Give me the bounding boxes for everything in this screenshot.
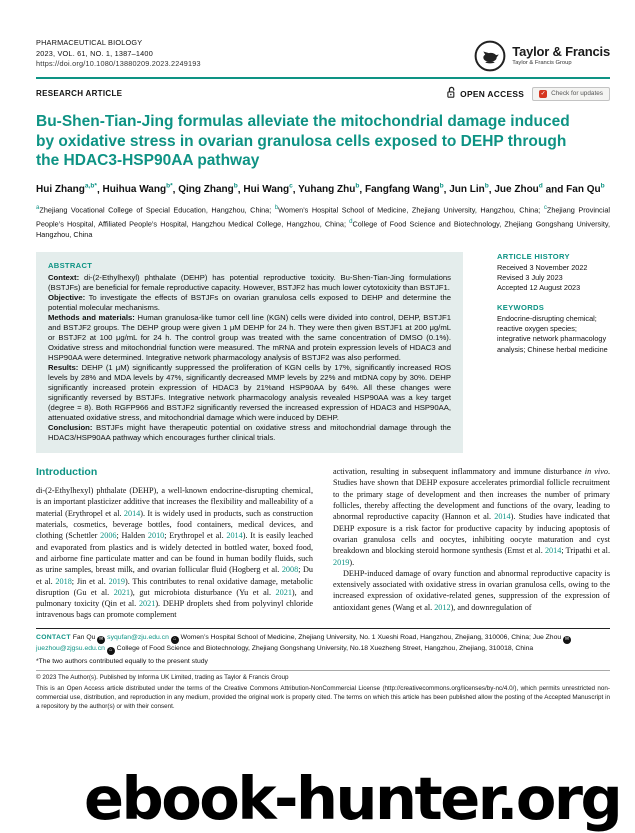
- taylor-francis-logo: [474, 40, 610, 72]
- journal-info: [36, 38, 201, 70]
- copyright-line: © 2023 The Author(s). Published by Informa UK Limited, trading as Taylor & Francis Group: [36, 673, 289, 681]
- author: Huihua Wang$^{b*}$: [102, 182, 173, 195]
- author: Qing Zhang$^b$: [178, 182, 238, 195]
- contact-block: [36, 633, 610, 655]
- article-title: Bu-Shen-Tian-Jing formulas alleviate the mitochondrial damage induced by oxidative stress in ovarian granulosa cells exposed to DEHP through the HDAC3-HSP90AA pathway: [36, 113, 570, 170]
- abstract-section: [36, 252, 463, 453]
- open-access-badge: [446, 86, 524, 101]
- article-history-heading: ARTICLE HISTORY: [497, 252, 570, 262]
- history-revised: Revised 3 July 2023: [497, 272, 563, 282]
- open-access-label: OPEN ACCESS: [460, 88, 525, 99]
- body-column-left: [36, 466, 313, 621]
- abstract-heading: ABSTRACT: [48, 261, 93, 271]
- article-type-label: RESEARCH ARTICLE: [36, 89, 123, 98]
- intro-paragraph-1: di-(2-Ethylhexyl) phthalate (DEHP), a well-known endocrine-disrupting chemical, is an important plasticizer additive that increases the flexibility and malleability of a material (Erythropel et al. 2014). It is widely used in products, such as construction materials, cosmetics, beverage bottles, food containers, medical devices, and clothing (Schettler 2006; Halden 2010; Erythropel et al. 2014). It is easily leached and evaporated from plastics and is widely detected in bottled water, boxed food, and airborne fine particulate matter and can be found in human bodily fluids, such as urine samples, breast milk, and ovarian follicular fluid (Hogberg et al. 2008; Du et al. 2018; Jin et al. 2019). This contributes to renal oxidative damage, metabolic disruption (Gu et al. 2021), gut microbiota disturbance (Yu et al. 2021), and pulmonary toxicity (Qin et al. 2021). DEHP droplets shed from polyvinyl chloride intravenous bags can promote complement: [36, 486, 314, 620]
- contact2-name: Jue Zhou: [532, 633, 562, 641]
- intro-paragraph-2: activation, resulting in subsequent inflammatory and immune disturbance in vivo. Studies have shown that DEHP exposure accelerates primordial follicle recruitment to the primary stage of development and then increases the number of primary follicles, thereby affecting the development and functions of the ovary, leading to abnormal reproductive capacity (Hannon et al. 2014). Studies have indicated that DEHP exposure is a risk factor for productive capacity by inducing apoptosis of ovarian granulosa cells and oocytes, inhibiting oocyte maturation and cyst breakdown and blocking steroid hormone synthesis (Ernst et al. 2014; Tripathi et al. 2019).: [333, 467, 611, 567]
- abstract-item-text: Human granulosa-like tumor cell line (KGN) cells were divided into control, DEHP, BSTJF1 and BSTJF2 groups. The DEHP group were given 1 μM DEHP for 24 h. They were then given BSTJF1 at 200 μg/mL or BSTJF2 at 100 μg/mL for 24 h. The control group was treated with the same concentration of DMSO (0.1%). Oxidative stress and mitochondrial function were measured. The mRNA and protein expression levels of HDAC3 and HSP90AA were determined. Integrative network pharmacology analysis of BSTJF2 was also performed.: [48, 313, 451, 363]
- history-accepted: Accepted 12 August 2023: [497, 283, 581, 293]
- abstract-item-label: Methods and materials:: [48, 313, 135, 323]
- taylor-francis-lamp-icon: [474, 40, 506, 72]
- author: Jue Zhou$^d$: [494, 182, 543, 195]
- body-columns: [36, 466, 610, 621]
- brand-name: Taylor & Francis: [512, 44, 610, 60]
- keywords-heading: KEYWORDS: [497, 303, 545, 313]
- author: Jun Lin$^b$: [449, 182, 489, 195]
- contact1-name: Fan Qu: [72, 633, 96, 641]
- journal-volume-line: 2023, VOL. 61, NO. 1, 1387–1400: [36, 48, 153, 58]
- abstract-conclusion: [48, 423, 451, 443]
- header-divider: [36, 77, 610, 79]
- contact1-address: Women’s Hospital School of Medicine, Zhejiang University, No. 1 Xueshi Road, Hangzhou, Zhejiang, 310006, China;: [180, 633, 531, 641]
- brand-group: Taylor & Francis Group: [512, 60, 572, 67]
- page-footer: [36, 628, 610, 712]
- journal-name: PHARMACEUTICAL BIOLOGY: [36, 38, 143, 47]
- check-for-updates-button[interactable]: [532, 87, 610, 101]
- contact2-email-link[interactable]: juezhou@zjgsu.edu.cn: [36, 644, 105, 652]
- author: Hui Zhang$^{a,b*}$: [36, 182, 97, 195]
- history-received: Received 3 November 2022: [497, 262, 588, 272]
- author: Fangfang Wang$^b$: [364, 182, 444, 195]
- address-icon: ⌂: [107, 647, 115, 655]
- check-for-updates-label: Check for updates: [551, 90, 603, 97]
- author-list: Hui Zhang$^{a,b*}$, Huihua Wang$^{b*}$, Qing Zhang$^b$, Hui Wang$^c$, Yuhang Zhu$^b$, Fangfang Wang$^b$, Jun Lin$^b$, Jue Zhou$^d$ and Fan Qu$^b$: [36, 182, 605, 195]
- abstract-item-label: Conclusion:: [48, 423, 93, 433]
- masthead: [36, 38, 610, 72]
- abstract-row: [36, 252, 610, 453]
- contact2-address: College of Food Science and Biotechnology, Zhejiang Gongshang University, No.18 Xuezheng Street, Hangzhou, Zhejiang, 310018, China: [116, 644, 534, 652]
- contact-label: CONTACT: [36, 633, 71, 641]
- affiliation-list: $^a$Zhejiang Vocational College of Special Education, Hangzhou, China; $^b$Women’s Hospital School of Medicine, Zhejiang University, Hangzhou, China; $^c$Zhejiang Provincial People’s Hospital, Affiliated People’s Hospital, Hangzhou Medical College, Hangzhou, China; $^d$College of Food Science and Biotechnology, Zhejiang Gongshang University, Hangzhou, China: [36, 204, 610, 240]
- contact1-email-link[interactable]: syqufan@zju.edu.cn: [107, 633, 169, 641]
- abstract-context: [48, 273, 451, 293]
- abstract-item-text: DEHP (1 μM) significantly suppressed the proliferation of KGN cells by 17%, significantly increased ROS levels by 28% and MDA levels by 47%, significantly decreased MMP levels by 22% and mtDNA copy by 30%. DEHP significantly increased protein expression of HDAC3 by 21%and HSP90AA by 64%. All these changes were significantly reversed by BSTJFs. Integrative network pharmacology analysis revealed HSP90AA was a key target (degree = 8). Both RGFP966 and BSTJF2 significantly reversed the increased expression of HDAC3 and HSP90AA, attenuated oxidative stress, and mitochondrial damage which were induced by DEHP.: [48, 363, 451, 423]
- crossmark-icon: ✓: [540, 90, 546, 97]
- body-column-right: [333, 466, 610, 621]
- intro-paragraph-3: DEHP-induced damage of ovary function and abnormal reproductive capacity is extensively associated with oxidative stress in ovarian granulosa cells, owing to the increased expression of oxidative-related genes, suppression of the expression of antioxidant genes (Wang et al. 2012), and downregulation of: [333, 568, 610, 612]
- abstract-results: [48, 363, 451, 423]
- doi-link[interactable]: https://doi.org/10.1080/13880209.2023.2249193: [36, 59, 201, 69]
- abstract-item-label: Context:: [48, 273, 80, 283]
- author: Hui Wang$^c$: [243, 182, 293, 195]
- abstract-methods: [48, 313, 451, 363]
- address-icon: ⌂: [171, 636, 179, 644]
- abstract-item-text: di-(2-Ethylhexyl) phthalate (DEHP) has potential reproductive toxicity. Bu-Shen-Tian-Jing formulations (BSTJFs) are beneficial for female reproductive capacity. However, BSTJF2 has much lower cytotoxicity than BSTJF1.: [48, 273, 452, 293]
- author: Yuhang Zhu$^b$: [298, 182, 360, 195]
- ebook-hunter-watermark: ebook-hunter.org: [84, 764, 621, 833]
- email-icon: ✉: [564, 635, 570, 642]
- license-text: This is an Open Access article distributed under the terms of the Creative Commons Attribution-NonCommercial License (http://creativecommons.org/licenses/by-nc/4.0/), which permits unrestricted non-commercial use, distribution, and reproduction in any medium, provided the original work is properly cited. The terms on which this article has been published allow the posting of the Accepted Manuscript in a repository by the author(s) or with their consent.: [36, 685, 610, 710]
- section-heading-introduction: Introduction: [36, 466, 98, 479]
- abstract-item-label: Results:: [48, 363, 79, 373]
- copyright-divider: [36, 670, 610, 671]
- abstract-item-text: BSTJFs might have therapeutic potential on oxidative stress and mitochondrial damage through the HDAC3/HSP90AA pathway which encourages further clinical trials.: [48, 423, 452, 443]
- abstract-objective: [48, 293, 451, 313]
- badge-row: [36, 86, 610, 101]
- keywords-text: Endocrine-disrupting chemical; reactive oxygen species; integrative network pharmacology analysis; Chinese herbal medicine: [497, 313, 608, 354]
- equal-contribution-footnote: *The two authors contributed equally to the present study: [36, 657, 208, 665]
- article-meta-sidebar: [497, 252, 610, 453]
- abstract-item-label: Objective:: [48, 293, 86, 303]
- abstract-item-text: To investigate the effects of BSTJFs on ovarian granulosa cells exposed to DEHP and determine the potential molecular mechanisms.: [48, 293, 451, 313]
- email-icon: ✉: [99, 635, 104, 642]
- author: Fan Qu$^b$: [566, 182, 605, 195]
- footer-divider: [36, 628, 610, 629]
- open-lock-icon: [446, 86, 456, 101]
